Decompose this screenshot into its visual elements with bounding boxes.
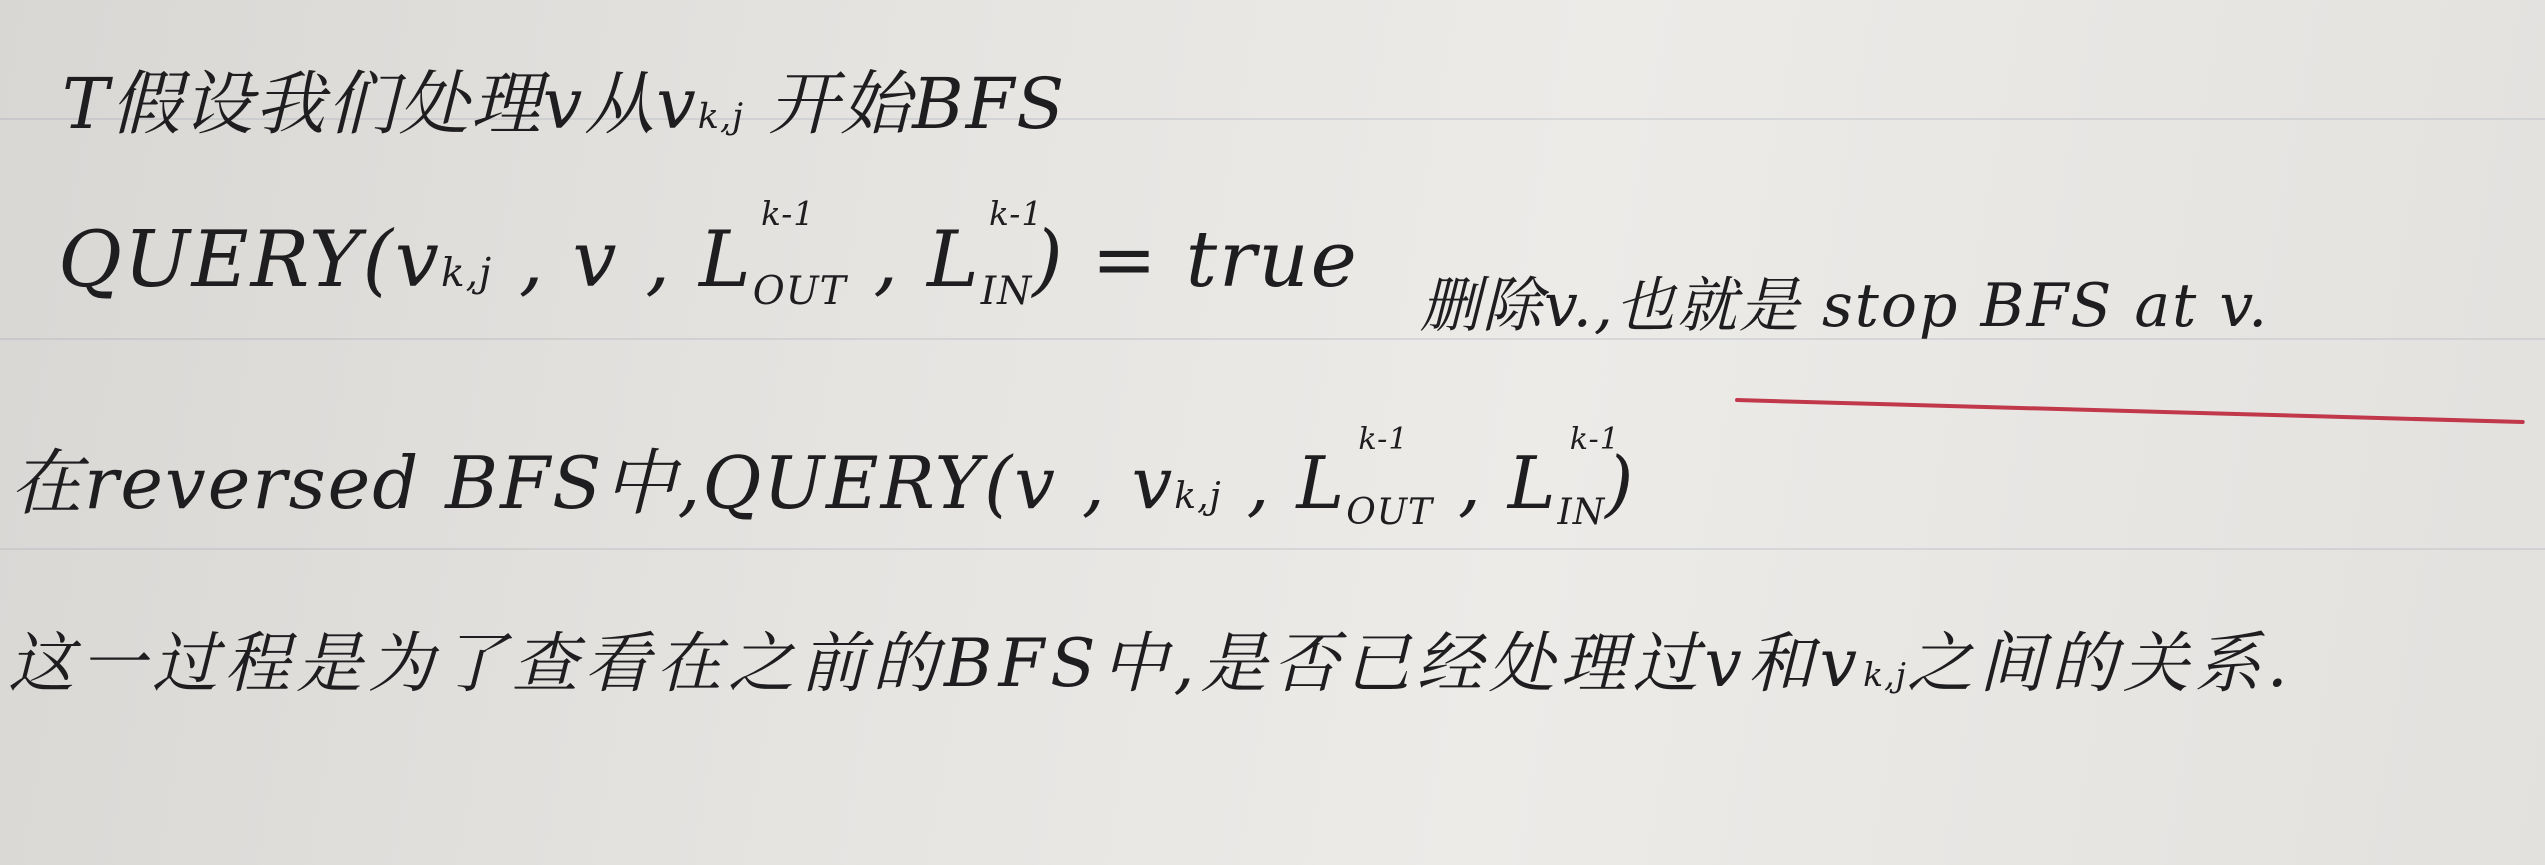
note-line-4 bbox=[8, 610, 2294, 705]
delete-comment: 删除v.,也就是 bbox=[1420, 271, 1801, 341]
v-subscript: k,j bbox=[697, 97, 744, 137]
close-paren: ) bbox=[1605, 441, 1636, 525]
v-kj-symbol bbox=[1820, 625, 1907, 702]
L-letter: L bbox=[1507, 441, 1558, 525]
L-letter: L bbox=[698, 215, 753, 305]
L-letter: L bbox=[926, 215, 981, 305]
v-subscript: k,j bbox=[440, 251, 493, 296]
v-letter: v bbox=[656, 63, 698, 145]
v-symbol: v bbox=[1014, 441, 1057, 525]
line1-text: T假设我们处理v从 bbox=[62, 63, 657, 145]
separator: , bbox=[645, 215, 673, 305]
equals-true: = true bbox=[1091, 215, 1359, 305]
separator: , bbox=[1081, 441, 1107, 525]
L-superscript: k-1 bbox=[988, 194, 1044, 233]
v-letter: v bbox=[394, 215, 441, 305]
v-letter: v bbox=[1131, 441, 1175, 525]
line4-text: 这一过程是为了查看在之前的BFS中,是否已经处理过v和 bbox=[8, 625, 1820, 702]
L-subscript: OUT bbox=[1346, 492, 1434, 534]
separator: , bbox=[1246, 441, 1272, 525]
L-subscript: IN bbox=[980, 268, 1033, 314]
L-in-symbol bbox=[1507, 422, 1620, 534]
v-symbol: v bbox=[572, 215, 619, 305]
L-in-symbol bbox=[926, 194, 1044, 314]
v-subscript: k,j bbox=[1174, 476, 1222, 517]
query-label: QUERY( bbox=[58, 215, 395, 305]
stop-bfs-text: stop BFS at v. bbox=[1822, 271, 2270, 341]
reversed-bfs-text: 在reversed BFS中, bbox=[10, 441, 703, 525]
L-out-symbol bbox=[1296, 422, 1434, 534]
v-kj-symbol bbox=[656, 63, 744, 145]
L-out-symbol bbox=[698, 194, 847, 314]
separator: , bbox=[873, 215, 901, 305]
separator: , bbox=[518, 215, 546, 305]
v-subscript: k,j bbox=[1863, 655, 1907, 694]
v-letter: v bbox=[1819, 625, 1864, 702]
L-superscript: k-1 bbox=[760, 194, 816, 233]
line4-tail: 之间的关系. bbox=[1906, 625, 2294, 702]
v-kj-symbol bbox=[1132, 441, 1222, 525]
note-line-2-comment bbox=[1420, 258, 2269, 344]
line1-tail: 开始BFS bbox=[768, 63, 1067, 145]
separator: , bbox=[1457, 441, 1483, 525]
L-letter: L bbox=[1296, 441, 1347, 525]
L-subscript: IN bbox=[1557, 492, 1606, 534]
note-line-1 bbox=[62, 48, 1066, 149]
L-superscript: k-1 bbox=[1569, 422, 1620, 458]
note-line-3 bbox=[10, 422, 1636, 534]
ruled-line bbox=[0, 548, 2545, 550]
L-superscript: k-1 bbox=[1358, 422, 1409, 458]
v-kj-symbol bbox=[395, 215, 492, 305]
query-label: QUERY( bbox=[702, 441, 1015, 525]
close-paren: ) bbox=[1032, 215, 1065, 305]
red-underline bbox=[1735, 398, 2525, 424]
note-line-2 bbox=[58, 194, 1359, 314]
L-subscript: OUT bbox=[752, 268, 847, 314]
